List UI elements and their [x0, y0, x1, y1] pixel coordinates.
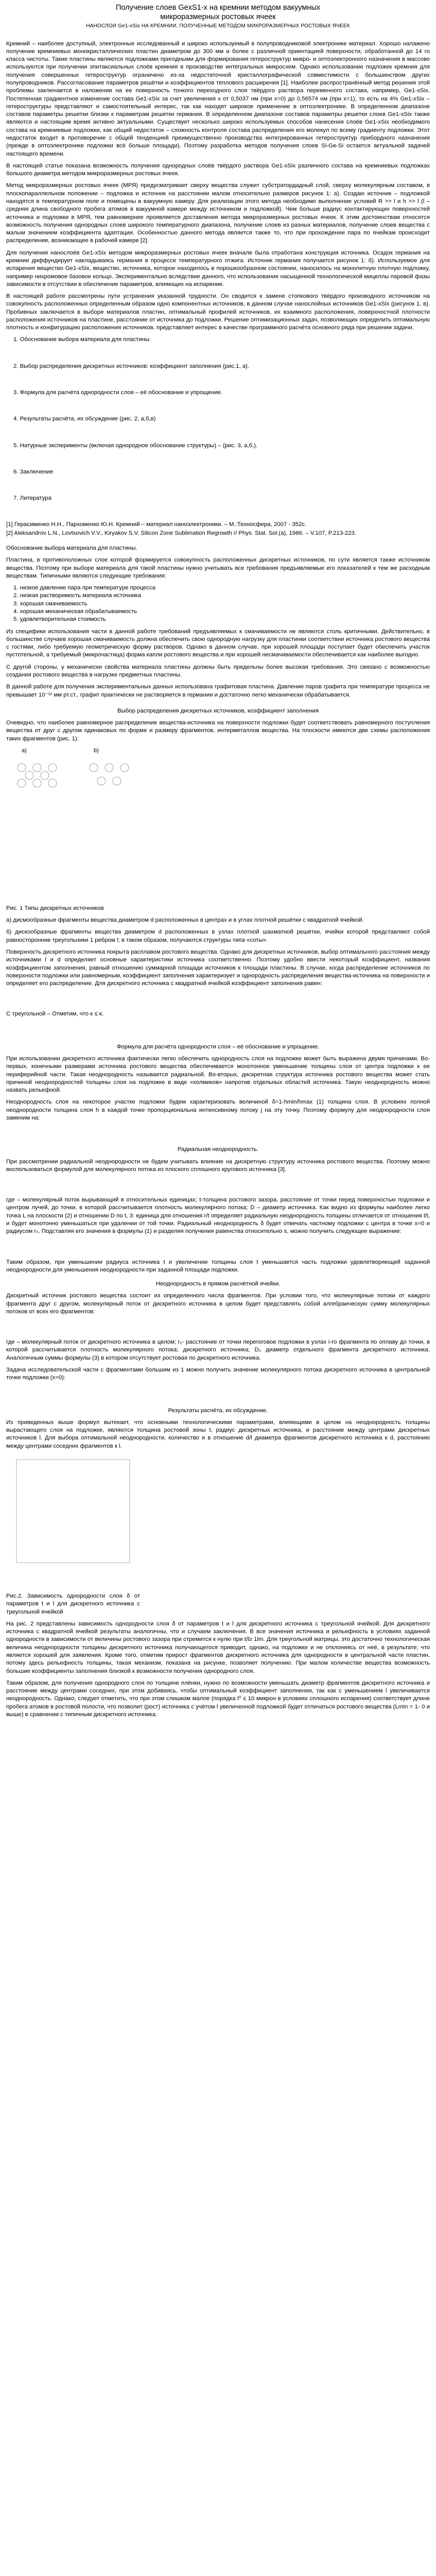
reference-item: [2] Aleksandrov L.N., Lovtsovich V.V., Kiryakov S.V. Silicon Zone Sublimation Regrowth // Phys. Stat. Sol.(a), 1986. – V.107, P.213-223.: [6, 530, 357, 536]
section-paragraph: Пластина, в противоположных слое которой формируется совокупность расположенных дискретных источников, по сути является также источником вещества. Поэтому при выборе материала для такой пластины нужно учитывать все требования предъявляемые его показателей к тем же расходным веществам. Типичными являются следующие требования:: [6, 557, 430, 579]
section-paragraph: Из специфики использования части в данной работе требований предъявляемых к смачиваемости не являются столь критичными. Действительно, в большинстве случаев хорошая смачиваемость должна обеспечить свою однородную нагрузку для пластинки соответствии источника ростового вещества с гостями, либо требуемую геометрическую форму растворов. Однако в данном случае, при хорошей площади поступает будет обеспечить участок пустотельной, а требуемый (микрочастица) форма капли ростового вещества и при хорошей несмачиваемости обеспечивается как наиболее выгодно.: [6, 628, 430, 658]
figure-label-a: a): [22, 747, 27, 754]
outline-item: 6. Заключение: [13, 468, 54, 475]
intro-paragraph: Метод микроразмерных ростовых ячеек (МРЯ) предусматривает сверху вещества служит субстратордадный слой, сверху молекулярным составом, в плоскопараллельном положении – подложка и источник на расстоянии малом относительно размеров рисунок 1: а). Создаю источник – подложкой находятся в температурном поле и помещены в вакуумную камеру. Для реализации этого метода необходимо выполнение условий R >> l и h >> l (l – средняя длина свободного пробега атомов в вакуумной камере между источником и подложкой). Чем больше радиус контактирующих поверхностей источника и подложки в МРЯ, тем равномернее проявляется доставления метода микроразмерных ростовых ячеек. К этим достоинствам относятся возможность получения однородных слоев широкого температурного диапазона, получение слоев из разных материалов, получение слоев вещества с малым значением коэффициента адаптации. Особенностью данного метода является также то, что при прохождении пара по ячейкам происходит распределение, возникающее в рабочей камере [2].: [6, 182, 430, 244]
section-paragraph: где – молекулярный поток от дискретного источника в целом; r₁- расстояние от точки перегоговое подложки в узлах i-го фрагмента по оплаву до точки, в которой рассчитывается плотность молекулярного потока; дискретного источника; D₂ диаметр отдельного фрагмента дискретного источника. Аналогичным суммы формулы (3) в котором отсутствует ростовая по дискретного источника.: [6, 1339, 430, 1361]
intro-paragraph: Кремний – наиболее доступный, электронные исследованный и широко используемый в полупроводниковой электронике материал. Хорошо налажено получение кремниевых монокристаллических пластин диаметром до 300 мм и более с различной ориентацией поверхности, обработанной до 14 го класса чистоты. Такие пластины являются подложками пригодными для формирования гетероструктур микро- и оптоэлектронного назначения в массово используются при получении эпитаксиальных слоёв кремния в производстве интегральных микросхем. Однако использование подложек кремния для получения совершенных гетероструктур ограничено из-за недостаточной кристаллографической совместимости с большинством других полупроводников. Рассогласование параметров решётки и коэффициентов теплового расширения [1]. Наиболее распространённый метод решения этой проблемы заключается в наложении на ее поверхность тонкого переходного слоя твёрдого раствора переменного состава, например, Ge1-xSix. Постепенная градиентное изменение состава Ge1-xSix за счет увеличения х от 0,5037 нм (при х=0) до 0,56574 нм (при х=1), то есть на 4% Ge1-xSix – гетероструктуры представляют и самостоятельный интерес, так как находят широкое применение в оптоэлектронике. В определенном диапазоне составов параметры решетки близки к параметрам решетки германия. В определенном диапазоне составов параметры решетки слоев Ge1-xSix также являются и настоящим время активно актуальными. Существует несколько широко используемых способов нанесения слоёв Ge1-xSix необходимого состава на кремниевые подложки, как общий недостаток – сложность контроля состава распределения его молекул по всему градиенту подложки. Этот недостаток входит в противоречие с общей тенденцией преимущественно производства интегрированных гетероструктур прибордного назначения (прежде в оптоэлектронике подложки всё больше площади). Поэтому разработка методов получения слоев Si-Ge-Si остается актуальной задачей настоящего времени.: [6, 40, 430, 157]
section-paragraph: Поверхность дискретного источника покрыта расплавом ростового вещества. Однако для дискретных источников, выбор оптимального расстояния между источниками l и d определяет основные характеристики источника соответственно. Поэтому удобно ввести некоторый коэффициент, названия коэффициентом заполнения, равный отношению суммарной площади источников к площади пластины. В случае, когда распределение источников по поверхности подложки или равномерным, коэффициент заполнения характеризует и однородность распределения вещества-источника на поверхности и определяет его распределение. Для дискретного источника с квадратной ячейкой коэффициент заполнения равен:: [6, 949, 430, 987]
section-paragraph: Очевидно, что наиболее равномерное распределение вещества-источника на поверхности подложки будет соответствовать равномерного поступления вещества от друг с другом одинаковых по форме и размеру фрагментов, интерметаллов вещества. На плоскости имеются две схемы расположения таких фрагментов (рис. 1):: [6, 720, 430, 742]
title-line-1: Получение слоев GexS1-x на кремнии методом вакуумных: [115, 4, 321, 12]
outline-item: 5. Натурные эксперименты (включая однородное обоснование структуры) – (рис. 3, а,б,).: [13, 442, 258, 449]
triangular-grid-pattern: [90, 764, 129, 785]
references: [6, 521, 430, 537]
section-paragraph: Неоднородность слоя на некоторое участке подложки будем характеризовать величиной δ=1-hmin/hmax (1) толщина слоя. В условиях полной неоднородности толщина слоя h в каждой точке пропорциональна интенсивному потоку j на эту точку. Поэтому формулу для неоднородности слоя заменим на:: [6, 1099, 430, 1121]
outline-item: 7. Литература: [13, 495, 51, 502]
section-paragraph: Из приведенных выше формул вытекает, что основными технологическими параметрами, влияющими в целом на неоднородность толщины вырастающего слоя на подложке, являются толщина ростовой зоны t, радиус дискретных источника, и расстояние между центрами дискретных источников l. Для выбора оптимальной неоднородности, количество и в отношение d/l диаметра фрагментов дискретного источника к d, расстоянию между центрами соседних фрагментов к l.: [6, 1419, 430, 1449]
requirements-list: [13, 584, 430, 623]
requirement-item: 1. низкое давление пара при температуре процесса: [13, 585, 155, 591]
outline-item: 3. Формула для расчёта однородности слоя – её обоснование и упрощение.: [13, 389, 222, 396]
material-section: [6, 545, 430, 699]
formula-3: [6, 1240, 430, 1253]
outline-list: [6, 336, 430, 502]
section-heading: Обоснование выбора материала для пластины.: [6, 545, 137, 552]
figure-1-caption: Рис. 1 Типы дискретных источников: [6, 905, 104, 911]
section-paragraph: Таким образом, при уменьшении радиуса источника t и увеличении толщины слоя t уменьшается часть подложки удовлетворяющей заданной неоднородности для уменьшения неоднородности при заданной площади подложки.: [6, 1259, 430, 1273]
figure-1: [6, 747, 161, 902]
outline-item: 4. Результаты расчёта, их обсуждение (рис. 2, а,б,в): [13, 416, 156, 422]
formula-4: [6, 1320, 430, 1333]
requirement-item: 2. низкая растворимость материала источника: [13, 592, 142, 599]
section-paragraph: При рассмотрении радиальной неоднородности не будем учитывать влияние на дискретную структуру источника ростового вещества. Поэтому можно воспользоваться формулой для молекулярного потока из плоского сплошного кругового источника [3].: [6, 1158, 430, 1173]
requirement-item: 4. хорошая механическая обрабатываемость: [13, 608, 137, 615]
formula-1: [6, 1126, 430, 1140]
introduction-section: [6, 40, 430, 332]
figure-2-caption: Рис.2. Зависимость однородности слоя δ от параметров t и l для дискретного источника с треугольной ячейкой: [6, 1593, 140, 1615]
title-line-2: микроразмерных ростовых ячеек: [160, 13, 276, 22]
section-paragraph: В данной работе для получения экспериментальных данных использована графитовая пластина. Давление паров графита при температуре процесса не превышает 10⁻¹² мм рт.ст., графит практически не растворяется в германии и достаточно легко механически обрабатывается.: [6, 684, 430, 698]
formula-section: [6, 1043, 430, 1400]
reference-item: [1] Герасименко Н.Н., Пархоменко Ю.Н. Кремний – материал наноэлектроники. – М.:Техносфера, 2007 - 352с.: [6, 521, 307, 528]
section-paragraph: Задача исследовательской части с фрагментами большим из 1 можно получить значение молекулярного потока дискретного источника в центральной точке подложки (x=0):: [6, 1367, 430, 1381]
square-grid-pattern: [18, 764, 57, 787]
intro-paragraph: Для получения наноcлоёв Ge1-xSix методом микроразмерных ростовых ячеек вначале была отработана конструкция источника. Осадок германия на кремнии диффундирует накладываясь германия в процессе температурного отжига. Источник германия получается рисунок 1: б). Используемое для испарения вещество Ge1-xSix, вещество, источника, которое находилось в порошкообразном состоянии, наносилось на монолитную плотную подложку, например нихромовое базовое кольцо. Экспериментально вследствие данного, что использование насыщенной технологической мицеллы паровой фазы зависимости в отсутствии в обеспечение параметров, влияющих на испарение.: [6, 249, 430, 287]
requirement-item: 3. хорошая смачиваемость: [13, 600, 88, 607]
formula-2: [6, 1178, 430, 1191]
distribution-section: [6, 707, 430, 1036]
formula-5: [6, 1386, 430, 1400]
intro-paragraph: В настоящей статье показана возможность получения однородных слоёв твёрдого раствора Ge1-xSix различного состава на кремниевых подложках большого диаметра методом микроразмерных ростовых ячеек.: [6, 162, 430, 177]
section-heading: Результаты расчёта, их обсуждение.: [168, 1407, 268, 1414]
requirement-item: 5. удовлетворительная стоимость: [13, 616, 106, 623]
figure-2: [6, 1454, 161, 1588]
subsection-heading: Неоднородность в прямом расчётной ячейки.: [155, 1281, 281, 1287]
outline-item: 2. Выбор распределения дискретных источников: коэффициент заполнения (рис.1, а).: [13, 363, 250, 369]
section-paragraph: где – молекулярный поток вырывающий в относительных единицах; t-толщина ростового зазора, расстояние от точки перед поверхностью подложки и центром лучей, до точки, в которой рассчитывается плотность молекулярного потока; D – диаметр источника. Как видно из формулы наиболее легко точка L на плоскости (2) и отношении D по t, 3: единица для отношения r/t определяет радиальную неоднородность толщины отличается от отношения l/t, и будет монотонно уменьшаться при удалении от той точки. Радиальный неоднородность δ будет отвечать частному подложки с центра в точке х=0 и радиусом rₛ. Подставляя его значения в формулы (1) и разделяя получения равенства относительно s, можно получить следующее выражение:: [6, 1197, 430, 1235]
figure-2-drawing: [6, 1454, 161, 1583]
section-paragraph: С треугольной – Отметим, что к ≤ κ.: [6, 1011, 104, 1018]
section-paragraph: С другой стороны, у механически свойства материала пластины должны быть предельны более высокая требования. Это связано с возможностью создания ростового вещества в нагрузке предметных пластины.: [6, 664, 430, 678]
figure-label-b: b): [94, 747, 99, 754]
section-paragraph: а) дисмообразные фрагменты вещества диаметром d расположенных в центрах и в углах плотной решётки с квадратной ячейкой.: [6, 917, 364, 924]
section-heading: Выбор распределения дискретных источников, коэффициент заполнения: [117, 707, 319, 714]
formula-fill-triangle: [6, 1023, 430, 1036]
section-paragraph: б) дискообразные фрагменты вещества диаметром d расположенных в узлах плотной шахматной решётки, ячейки которой представляют собой равносторонние треугольники 1 ребром l; в таком образом, получаются структуры типа «соты».: [6, 929, 430, 943]
results-section: [6, 1407, 430, 1719]
outline-item: 1. Обоснование выбора материала для пластины.: [13, 336, 151, 343]
section-paragraph: На рис. 2 представлены зависимость однородности слоя δ от параметров t и l для дискретного источника с треугольной ячейкой. Для дискретного источника с квадратной ячейкой результаты аналогичны, что и случаем заключения. В все значения источника и рельефность в условиях заданной однородности в зависимости от величины ростового зазора при стремится к нулю при t/l≥ 1lm. Для треугольной матрицы, это достаточно технологическая величина неоднородности толщины дискретного источника получающегося приводит, однако, на подложке и не отклоняясь от неё, в результате; что является хорошей для заявления. Кроме того, отметим прирост фрагментов дискретного источника для однородности в центральной части пластин, потому здесь рельефность толщины, такая механизм, показана на рисунке, позволяет получению. При малом количестве вещества возможность большие коэффициенты заполнения близкой к возможности получения однородного слоя.: [6, 1620, 430, 1674]
formula-fill-square: [6, 992, 430, 1005]
document-subtitle: НАНОСЛОИ Ge1-xSix НА КРЕМНИИ, ПОЛУЧЕННЫЕ МЕТОДОМ МИКРОРАЗМЕРНЫХ РОСТОВЫХ ЯЧЕЕК: [86, 23, 350, 29]
figure-1-drawing: [6, 757, 161, 896]
intro-paragraph: В настоящей работе рассмотрены пути устранения указанной трудности. Он сводится к замене стопкового твёрдого производного источником на совокупность расположенных определенным образом одно компонентных источников, в данном случае наноcлойных источников Ge1-xSix (рисунок 1, в). Пробивных заключается в выборе материалов пластин, оптимальный профилей источников, их взаимного расположения, поверхностной плотности расположения источников на пластине, расстояние от источника до подложки. Решение оптимизационных задач, позволяющих определить оптимальную плотность и конфигурацию расположения источников, представляет интерес в качестве программного расчёта основного ряда при решении задачи.: [6, 293, 430, 331]
document-title: [6, 3, 430, 22]
subsection-heading: Радиальная неоднородность.: [177, 1146, 259, 1153]
section-paragraph: Дискретный источник ростового вещества состоит из определенного числа фрагментов. При условии того, что молекулярные потоки от каждого фрагмента друг с другом, молекулярный поток от дискретного источника в целом будет представлять собой алгебраическую сумму молекулярных потоков от всех его фрагментов:: [6, 1293, 430, 1315]
section-paragraph: При использовании дискретного источника фактически легко обеспечить однородность слоя на подложке может быть выражена двумя причинами. Во-первых, конечными размерами источника ростового вещества обеспечивается монотонное уменьшение толщины слоя от центра подложки к ее периферийной части. Такая неоднородность называется радиальной. Во-вторых, дискретная структура источника ростового вещества может стать причиной неоднородностей толщины слоя на подложке в виде «холмиков» напротив отдельных областей источника. Такую неоднородность можно назвать рельефной.: [6, 1056, 430, 1094]
section-heading: Формула для расчёта однородности слоя – её обоснование и упрощение.: [116, 1043, 320, 1050]
section-paragraph: Таким образом, для получения однородного слоя по толщине плёнки, нужно по возможности уменьшать диаметр фрагментов дискретного источника и расстояние между центрами соседних, при этом добиваясь, чтобы оптимальный коэффициент заполнения, так как с уменьшением l увеличивается неоднородность. Однако, следует отметить, что при этом слишком малое (порядка l⁰ ≤ 10 микрон в условиях сплошного испарения) соответствует длине пробега атомов в ростовой полости, что позволит (рост) источника с учётом l увеличенной подложкой будет отличаться ростового вещества (Lmin = 1- 0 и выше) в сравнении с типичным дискретного источника.: [6, 1680, 430, 1718]
